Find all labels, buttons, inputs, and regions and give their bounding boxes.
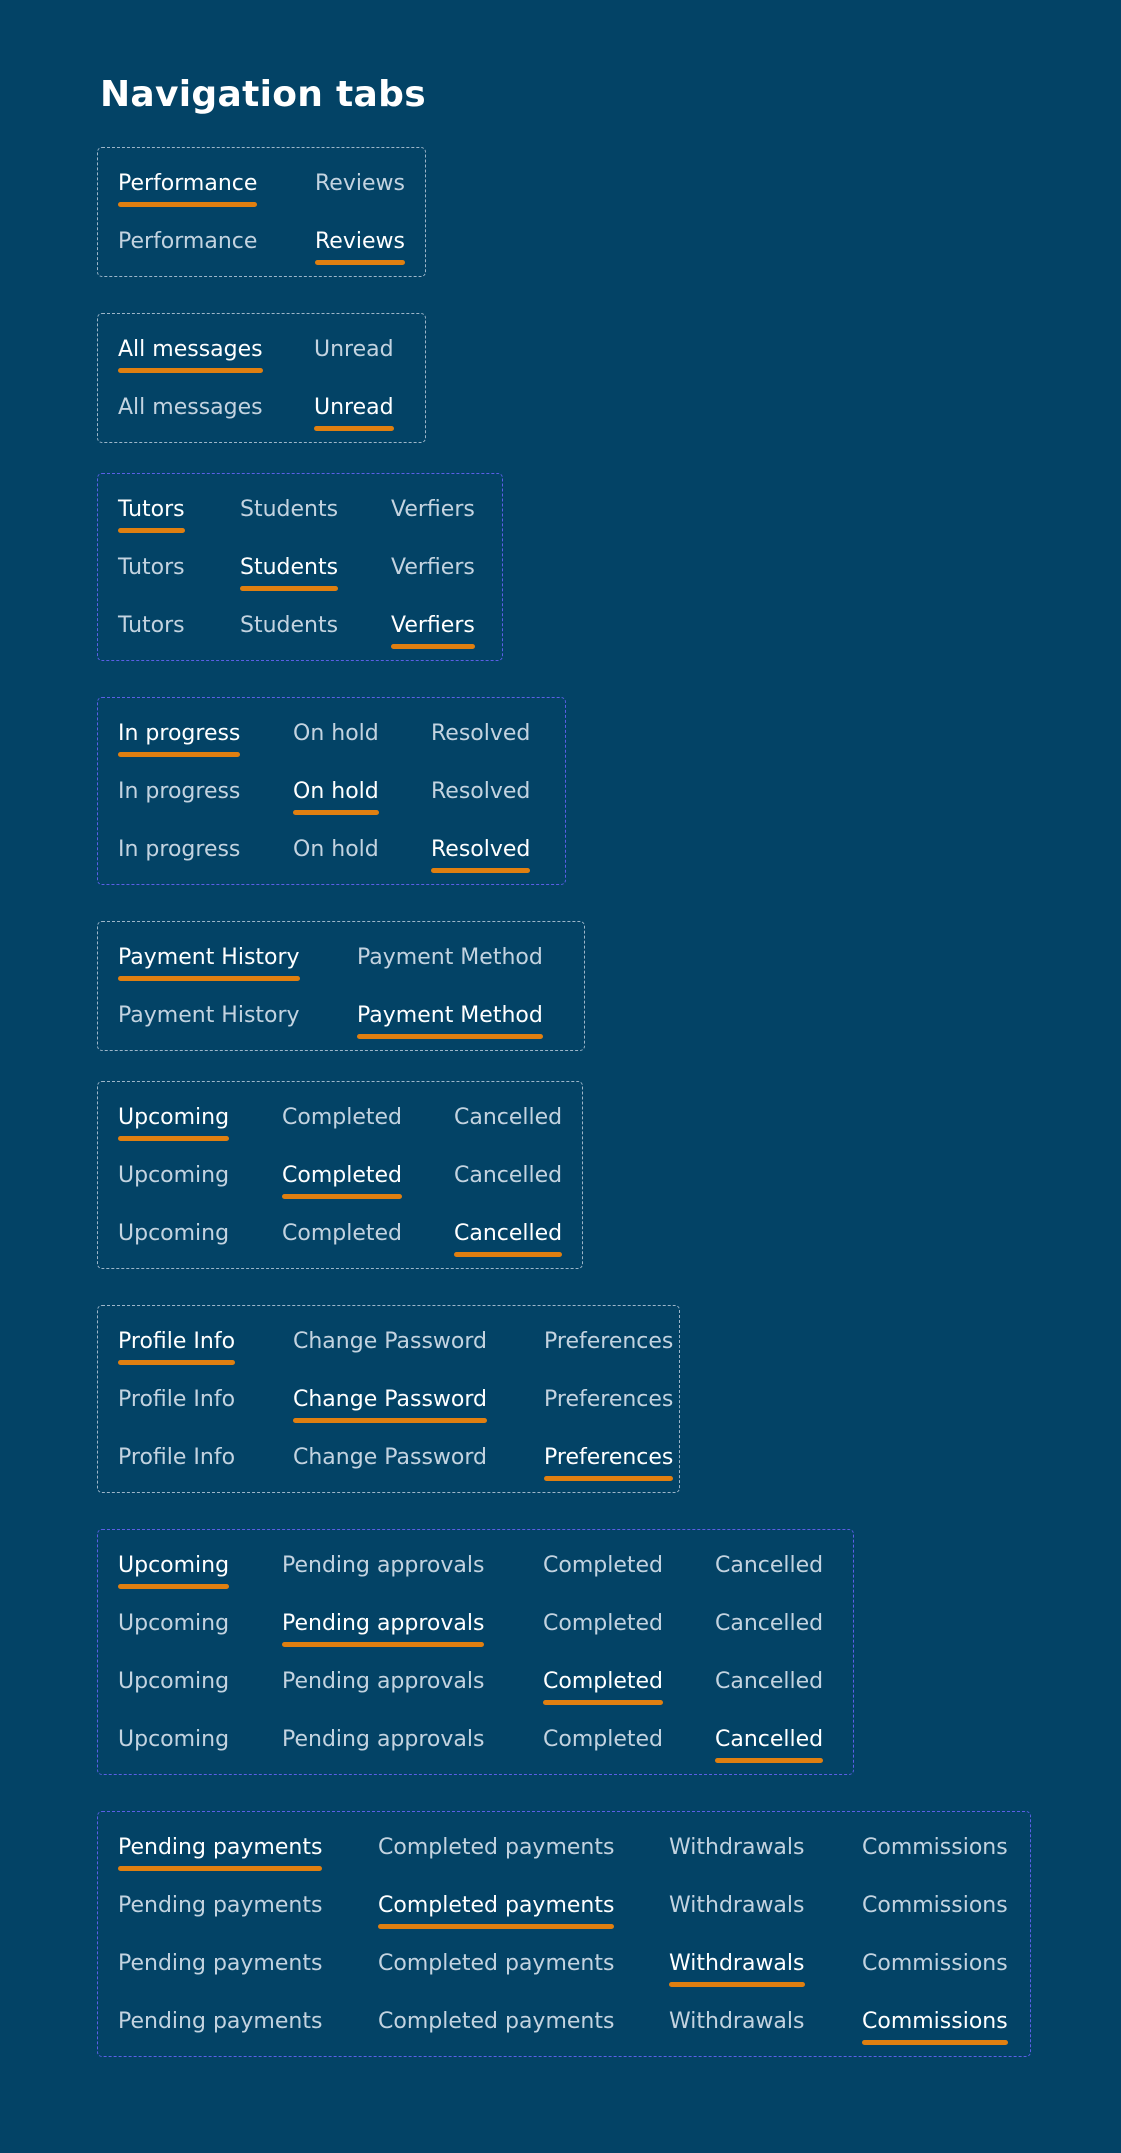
tab-reviews[interactable]	[315, 213, 405, 271]
tab-label: Reviews	[315, 171, 405, 196]
tab-label: Preferences	[544, 1329, 674, 1354]
tab-label: All messages	[118, 395, 263, 420]
active-tab-indicator	[293, 810, 379, 815]
tab-bar-variant-1	[98, 705, 565, 763]
tab-label: Change Password	[293, 1387, 487, 1412]
tab-label: Cancelled	[715, 1727, 824, 1752]
tab-label: Completed	[543, 1553, 663, 1578]
tab-upcoming[interactable]	[118, 1595, 229, 1653]
tab-label: Cancelled	[454, 1105, 563, 1130]
active-tab-indicator	[118, 202, 257, 207]
tab-performance[interactable]	[118, 213, 257, 271]
tab-bar-variant-2	[98, 1595, 853, 1653]
active-tab-indicator	[357, 1034, 543, 1039]
tab-payment-history[interactable]	[118, 987, 300, 1045]
tab-cancelled[interactable]	[454, 1205, 562, 1263]
tab-bar-variant-1	[98, 1089, 582, 1147]
tab-cancelled[interactable]	[715, 1653, 823, 1711]
tab-withdrawals[interactable]	[669, 1993, 805, 2051]
tab-label: Withdrawals	[669, 2009, 805, 2034]
tab-completed-payments[interactable]	[378, 1935, 614, 1993]
tab-label: Upcoming	[118, 1611, 230, 1636]
tab-tutors[interactable]	[118, 539, 185, 597]
active-tab-indicator	[240, 586, 338, 591]
tab-commissions[interactable]	[862, 1877, 1008, 1935]
tab-tutors[interactable]	[118, 481, 185, 539]
tab-label: Upcoming	[118, 1105, 230, 1130]
tab-label: Pending approvals	[282, 1727, 485, 1752]
tab-label: Unread	[314, 337, 394, 362]
active-tab-indicator	[315, 260, 405, 265]
tab-verfiers[interactable]	[391, 539, 475, 597]
tab-bar-variant-1	[98, 929, 584, 987]
tab-cancelled[interactable]	[454, 1147, 562, 1205]
tab-upcoming[interactable]	[118, 1537, 229, 1595]
tab-on-hold[interactable]	[293, 763, 379, 821]
tab-payment-history[interactable]	[118, 929, 300, 987]
tab-label: Completed	[282, 1163, 402, 1188]
tab-completed-payments[interactable]	[378, 1819, 614, 1877]
tab-students[interactable]	[240, 597, 338, 655]
tab-bar-variant-3	[98, 1653, 853, 1711]
active-tab-indicator	[715, 1758, 823, 1763]
tab-in-progress[interactable]	[118, 821, 240, 879]
tab-label: Profile Info	[118, 1329, 236, 1354]
tab-pending-payments[interactable]	[118, 1993, 322, 2051]
tab-group-6	[97, 1081, 583, 1269]
tab-completed[interactable]	[543, 1595, 663, 1653]
tab-pending-payments[interactable]	[118, 1877, 322, 1935]
tab-group-2	[97, 313, 426, 443]
active-tab-indicator	[862, 2040, 1008, 2045]
tab-label: Profile Info	[118, 1387, 236, 1412]
active-tab-indicator	[314, 426, 394, 431]
tab-label: On hold	[293, 721, 379, 746]
tab-upcoming[interactable]	[118, 1653, 229, 1711]
tab-bar-variant-2	[98, 213, 425, 271]
tab-label: Cancelled	[715, 1553, 824, 1578]
tab-cancelled[interactable]	[715, 1711, 823, 1769]
tab-payment-method[interactable]	[357, 929, 543, 987]
tab-label: Change Password	[293, 1445, 487, 1470]
tab-label: Completed	[543, 1727, 663, 1752]
tab-label: Pending approvals	[282, 1611, 485, 1636]
tab-bar-variant-4	[98, 1993, 1030, 2051]
tab-profile-info[interactable]	[118, 1313, 235, 1371]
tab-bar-variant-2	[98, 1371, 679, 1429]
tab-resolved[interactable]	[431, 821, 530, 879]
tab-pending-approvals[interactable]	[282, 1537, 484, 1595]
tab-label: Upcoming	[118, 1221, 230, 1246]
tab-group-3	[97, 473, 503, 661]
tab-group-4	[97, 697, 566, 885]
tab-withdrawals[interactable]	[669, 1819, 805, 1877]
tab-pending-approvals[interactable]	[282, 1711, 484, 1769]
active-tab-indicator	[282, 1642, 484, 1647]
tab-label: Cancelled	[454, 1221, 563, 1246]
tab-label: Completed	[282, 1221, 402, 1246]
active-tab-indicator	[378, 1924, 614, 1929]
tab-bar-variant-2	[98, 1877, 1030, 1935]
tab-label: Cancelled	[715, 1669, 824, 1694]
tab-completed[interactable]	[282, 1089, 402, 1147]
tab-completed[interactable]	[282, 1205, 402, 1263]
tab-upcoming[interactable]	[118, 1711, 229, 1769]
tab-preferences[interactable]	[544, 1371, 673, 1429]
tab-label: Pending payments	[118, 1893, 323, 1918]
tab-completed-payments[interactable]	[378, 1993, 614, 2051]
tab-unread[interactable]	[314, 379, 394, 437]
tab-completed[interactable]	[543, 1537, 663, 1595]
active-tab-indicator	[669, 1982, 805, 1987]
tab-label: Students	[240, 497, 339, 522]
tab-label: In progress	[118, 837, 241, 862]
tab-label: Completed payments	[378, 2009, 615, 2034]
tab-bar-variant-1	[98, 1819, 1030, 1877]
tab-payment-method[interactable]	[357, 987, 543, 1045]
tab-all-messages[interactable]	[118, 379, 263, 437]
tab-label: Completed payments	[378, 1835, 615, 1860]
tab-bar-variant-1	[98, 155, 425, 213]
tab-preferences[interactable]	[544, 1313, 673, 1371]
tab-label: Pending payments	[118, 1835, 323, 1860]
active-tab-indicator	[118, 528, 185, 533]
tab-label: Commissions	[862, 1951, 1008, 1976]
active-tab-indicator	[118, 752, 240, 757]
tab-label: Completed	[282, 1105, 402, 1130]
tab-label: In progress	[118, 779, 241, 804]
active-tab-indicator	[118, 1360, 235, 1365]
active-tab-indicator	[543, 1700, 663, 1705]
tab-pending-payments[interactable]	[118, 1819, 322, 1877]
tab-upcoming[interactable]	[118, 1205, 229, 1263]
tab-label: Performance	[118, 171, 258, 196]
tab-bar-variant-3	[98, 821, 565, 879]
tab-performance[interactable]	[118, 155, 257, 213]
tab-label: On hold	[293, 779, 379, 804]
tab-label: Reviews	[315, 229, 405, 254]
tab-label: Resolved	[431, 779, 531, 804]
tab-bar-variant-3	[98, 597, 502, 655]
active-tab-indicator	[118, 368, 263, 373]
tab-students[interactable]	[240, 481, 338, 539]
tab-on-hold[interactable]	[293, 821, 379, 879]
tab-label: In progress	[118, 721, 241, 746]
active-tab-indicator	[118, 1584, 229, 1589]
tab-group-9	[97, 1811, 1031, 2057]
tab-group-8	[97, 1529, 854, 1775]
tab-cancelled[interactable]	[715, 1537, 823, 1595]
tab-change-password[interactable]	[293, 1313, 487, 1371]
tab-group-1	[97, 147, 426, 277]
active-tab-indicator	[118, 1866, 322, 1871]
tab-label: Upcoming	[118, 1669, 230, 1694]
active-tab-indicator	[431, 868, 530, 873]
tab-bar-variant-3	[98, 1205, 582, 1263]
tab-bar-variant-1	[98, 321, 425, 379]
tab-label: Verfiers	[391, 613, 475, 638]
tab-withdrawals[interactable]	[669, 1877, 805, 1935]
tab-label: Verfiers	[391, 497, 475, 522]
tab-label: Students	[240, 555, 339, 580]
tab-label: Pending payments	[118, 2009, 323, 2034]
tab-label: Upcoming	[118, 1727, 230, 1752]
tab-commissions[interactable]	[862, 1819, 1008, 1877]
tab-label: Resolved	[431, 837, 531, 862]
tab-bar-variant-1	[98, 1313, 679, 1371]
page-title: Navigation tabs	[100, 74, 426, 115]
tab-label: Payment Method	[357, 945, 543, 970]
tab-completed[interactable]	[543, 1711, 663, 1769]
tab-label: Cancelled	[715, 1611, 824, 1636]
tab-change-password[interactable]	[293, 1371, 487, 1429]
tab-group-7	[97, 1305, 680, 1493]
tab-pending-approvals[interactable]	[282, 1653, 484, 1711]
tab-label: Commissions	[862, 1893, 1008, 1918]
tab-bar-variant-2	[98, 1147, 582, 1205]
tab-group-5	[97, 921, 585, 1051]
tab-students[interactable]	[240, 539, 338, 597]
tab-bar-variant-4	[98, 1711, 853, 1769]
tab-label: Preferences	[544, 1445, 674, 1470]
tab-label: Pending payments	[118, 1951, 323, 1976]
tab-pending-payments[interactable]	[118, 1935, 322, 1993]
tab-label: Verfiers	[391, 555, 475, 580]
tab-in-progress[interactable]	[118, 763, 240, 821]
tab-label: Preferences	[544, 1387, 674, 1412]
active-tab-indicator	[544, 1476, 673, 1481]
tab-label: Tutors	[118, 555, 185, 580]
tab-reviews[interactable]	[315, 155, 405, 213]
tab-label: Upcoming	[118, 1163, 230, 1188]
tab-bar-variant-3	[98, 1935, 1030, 1993]
active-tab-indicator	[454, 1252, 562, 1257]
tab-label: Profile Info	[118, 1445, 236, 1470]
tab-label: Withdrawals	[669, 1951, 805, 1976]
tab-cancelled[interactable]	[715, 1595, 823, 1653]
tab-label: Change Password	[293, 1329, 487, 1354]
tab-withdrawals[interactable]	[669, 1935, 805, 1993]
tab-bar-variant-3	[98, 1429, 679, 1487]
active-tab-indicator	[391, 644, 475, 649]
tab-tutors[interactable]	[118, 597, 185, 655]
tab-label: Payment Method	[357, 1003, 543, 1028]
tab-label: Performance	[118, 229, 258, 254]
tab-label: On hold	[293, 837, 379, 862]
tab-bar-variant-1	[98, 1537, 853, 1595]
tab-verfiers[interactable]	[391, 597, 475, 655]
tab-bar-variant-2	[98, 987, 584, 1045]
tab-on-hold[interactable]	[293, 705, 379, 763]
tab-bar-variant-2	[98, 379, 425, 437]
tab-label: Commissions	[862, 1835, 1008, 1860]
tab-label: Pending approvals	[282, 1669, 485, 1694]
active-tab-indicator	[282, 1194, 402, 1199]
tab-label: Unread	[314, 395, 394, 420]
active-tab-indicator	[293, 1418, 487, 1423]
tab-label: Completed	[543, 1611, 663, 1636]
tab-bar-variant-2	[98, 539, 502, 597]
tab-profile-info[interactable]	[118, 1429, 235, 1487]
tab-completed[interactable]	[543, 1653, 663, 1711]
tab-label: Payment History	[118, 1003, 300, 1028]
tab-label: Payment History	[118, 945, 300, 970]
tab-commissions[interactable]	[862, 1935, 1008, 1993]
tab-cancelled[interactable]	[454, 1089, 562, 1147]
tab-label: Withdrawals	[669, 1893, 805, 1918]
tab-change-password[interactable]	[293, 1429, 487, 1487]
tab-completed-payments[interactable]	[378, 1877, 614, 1935]
tab-completed[interactable]	[282, 1147, 402, 1205]
tab-label: Completed	[543, 1669, 663, 1694]
tab-commissions[interactable]	[862, 1993, 1008, 2051]
tab-verfiers[interactable]	[391, 481, 475, 539]
tab-bar-variant-2	[98, 763, 565, 821]
tab-profile-info[interactable]	[118, 1371, 235, 1429]
tab-bar-variant-1	[98, 481, 502, 539]
tab-label: Completed payments	[378, 1893, 615, 1918]
tab-label: Students	[240, 613, 339, 638]
tab-preferences[interactable]	[544, 1429, 673, 1487]
tab-unread[interactable]	[314, 321, 394, 379]
tab-pending-approvals[interactable]	[282, 1595, 484, 1653]
tab-resolved[interactable]	[431, 763, 530, 821]
tab-label: Commissions	[862, 2009, 1008, 2034]
tab-label: Upcoming	[118, 1553, 230, 1578]
tab-label: All messages	[118, 337, 263, 362]
tab-upcoming[interactable]	[118, 1089, 229, 1147]
tab-label: Completed payments	[378, 1951, 615, 1976]
tab-all-messages[interactable]	[118, 321, 263, 379]
tab-label: Pending approvals	[282, 1553, 485, 1578]
tab-label: Tutors	[118, 497, 185, 522]
tab-upcoming[interactable]	[118, 1147, 229, 1205]
tab-label: Tutors	[118, 613, 185, 638]
tab-label: Resolved	[431, 721, 531, 746]
tab-in-progress[interactable]	[118, 705, 240, 763]
active-tab-indicator	[118, 976, 300, 981]
tab-resolved[interactable]	[431, 705, 530, 763]
active-tab-indicator	[118, 1136, 229, 1141]
tab-label: Cancelled	[454, 1163, 563, 1188]
tab-label: Withdrawals	[669, 1835, 805, 1860]
